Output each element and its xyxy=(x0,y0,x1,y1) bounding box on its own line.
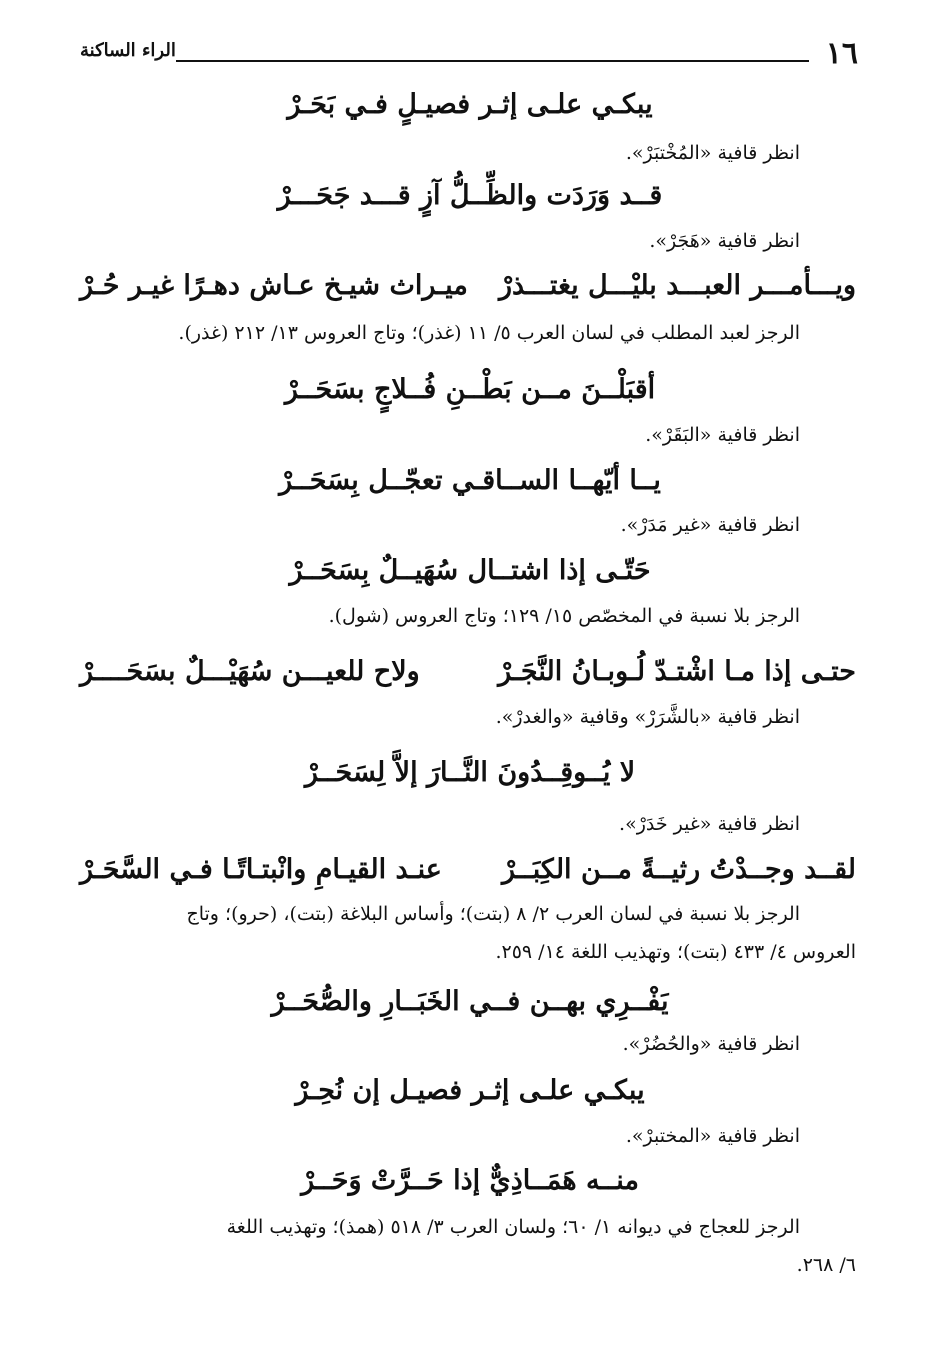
cross-reference-8: انظر قافية «المختبرْ». xyxy=(625,1125,800,1147)
note-line: ٦/ ٢٦٨. xyxy=(796,1254,856,1276)
source-note-3 xyxy=(80,895,856,971)
verse-7: يَفْــرِي بهــن فــي الخَبَــارِ والصُّحَــرْ xyxy=(271,986,669,1017)
verse-8: يبكـي علـى إثـر فصيـل إن نُحِـرْ xyxy=(295,1075,645,1106)
source-note-2: الرجز بلا نسبة في المخصّص ١٥/ ١٢٩؛ وتاج العروس (شول). xyxy=(328,605,800,627)
verse-first-hemistich: حتـى إذا مـا اشْتـدّ لُـوبـانُ النَّجَـرْ xyxy=(498,656,856,687)
note-line: العروس ٤/ ٤٣٣ (بتت)؛ وتهذيب اللغة ١٤/ ٢٥٩. xyxy=(495,941,856,963)
source-note-1: الرجز لعبد المطلب في لسان العرب ٥/ ١١ (غذر)؛ وتاج العروس ١٣/ ٢١٢ (غذر). xyxy=(178,322,800,344)
cross-reference-5: انظر قافية «بالشَّرَرْ» وقافية «والغدرْ». xyxy=(495,706,800,728)
verse-5: حَتّـى إذا اشتــال سُهَيــلٌ بِسَحَــرْ xyxy=(289,555,651,586)
cross-reference-7: انظر قافية «والحُضُرْ». xyxy=(622,1033,800,1055)
verse-first-hemistich: لقــد وجــدْتُ رثيــةً مــن الكِبَــرْ xyxy=(502,854,856,885)
running-header: الراء الساكنة xyxy=(80,40,176,61)
source-note-4 xyxy=(80,1208,856,1284)
cross-reference-1: انظر قافية «المُخْتبَرْ». xyxy=(625,142,800,164)
note-line: الرجز بلا نسبة في لسان العرب ٢/ ٨ (بتت)؛ وأساس البلاغة (بتت)، (حرو)؛ وتاج xyxy=(186,903,800,925)
verse-first-hemistich: ويـــأمـــر العبـــد بليْـــل يغتـــذرْ xyxy=(498,270,856,301)
verse-second-hemistich: عنـد القيـامِ وانْبتـاتًـا فـي السَّحَـرْ xyxy=(80,854,442,885)
note-line: الرجز للعجاج في ديوانه ١/ ٦٠؛ ولسان العرب ٣/ ٥١٨ (همذ)؛ وتهذيب اللغة xyxy=(226,1216,800,1238)
header-rule xyxy=(176,60,809,62)
verse-1: يبكـي علـى إثـر فصيـلٍ فـي بَحَـرْ xyxy=(287,89,653,120)
verse-3: أقبَلْــنَ مــن بَطْــنِ فُــلاجٍ بسَحَــرْ xyxy=(284,374,656,405)
cross-reference-6: انظر قافية «غير خَدَرْ». xyxy=(619,813,800,835)
cross-reference-3: انظر قافية «البَقَرْ». xyxy=(645,424,800,446)
verse-9: منــه هَمَــاذِيٌّ إذا حَــرَّتْ وَحَــرْ xyxy=(301,1165,639,1196)
verse-4: يــا أيّهــا الســاقـي تعجّــل بِسَحَــرْ xyxy=(279,465,661,496)
page-number: ١٦ xyxy=(825,36,858,71)
verse-2: قــد وَرَدَت والظِّــلُّ آزٍ قـــد جَحَـــرْ xyxy=(277,180,663,211)
cross-reference-4: انظر قافية «غير مَدَرْ». xyxy=(620,514,800,536)
verse-6: لا يُــوقِــدُونَ النَّــارَ إلاَّ لِسَحَــرْ xyxy=(304,757,636,788)
verse-second-hemistich: ولاح للعيـــن سُهَيْـــلٌ بسَحَــــرْ xyxy=(80,656,420,687)
cross-reference-2: انظر قافية «هَجَرْ». xyxy=(649,230,800,252)
verse-second-hemistich: ميـراث شيـخ عـاش دهـرًا غيـر حُـرْ xyxy=(80,270,468,301)
